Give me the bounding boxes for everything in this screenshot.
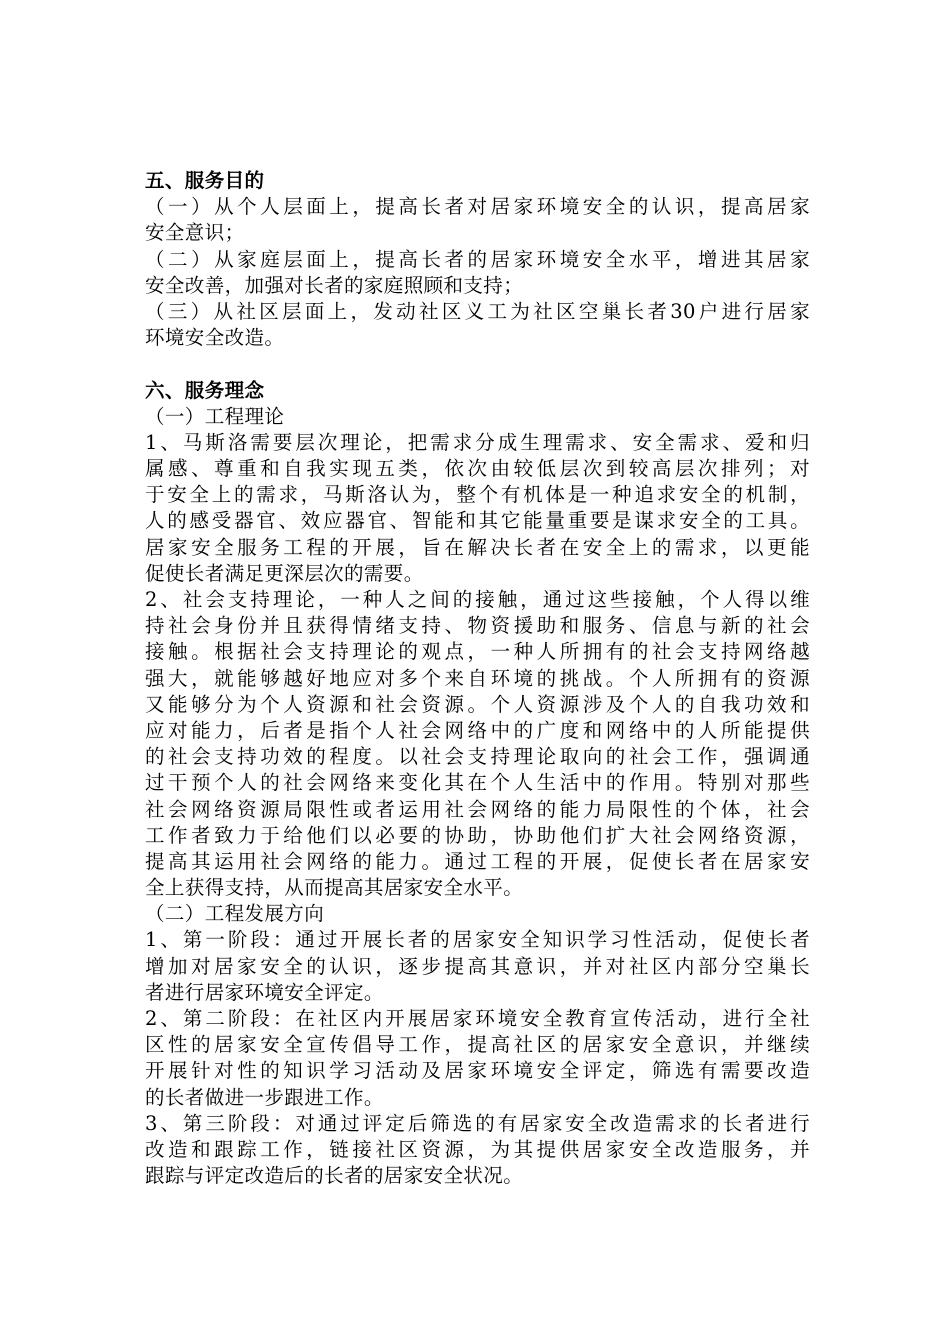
text-line: 持社会身份并且获得情绪支持、物资援助和服务、信息与新的社会 [145,614,810,638]
text-line: 2、第二阶段：在社区内开展居家环境安全教育宣传活动，进行全社 [145,1007,810,1030]
text-line: 的长者做进一步跟进工作。 [145,1085,384,1109]
text-line: 促使长者满足更深层次的需要。 [145,561,424,585]
text-line: 1、第一阶段：通过开展长者的居家安全知识学习性活动，促使长者 [145,928,810,952]
text-line: 工作者致力于给他们以必要的协助，协助他们扩大社会网络资源， [145,823,810,847]
text-line: 3、第三阶段：对通过评定后筛选的有居家安全改造需求的长者进行 [145,1111,810,1135]
text-line: 环境安全改造。 [145,326,285,350]
text-line: 增加对居家安全的认识，逐步提高其意识，并对社区内部分空巢长 [145,954,810,978]
text-line: 跟踪与评定改造后的长者的居家安全状况。 [145,1164,524,1188]
text-line: （一）从个人层面上，提高长者对居家环境安全的认识，提高居家 [145,195,810,219]
section-gap [145,351,810,377]
text-line: 人的感受器官、效应器官、智能和其它能量重要是谋求安全的工具。 [145,509,810,533]
section-5-body [145,194,810,351]
text-line: 安全改善，加强对长者的家庭照顾和支持； [145,273,524,297]
text-line: 属感、尊重和自我实现五类，依次由较低层次到较高层次排列；对 [145,457,810,481]
text-line: 过干预个人的社会网络来变化其在个人生活中的作用。特别对那些 [145,771,810,795]
text-line: 改造和跟踪工作，链接社区资源，为其提供居家安全改造服务，并 [145,1137,810,1161]
text-line: 提高其运用社会网络的能力。通过工程的开展，促使长者在居家安 [145,849,810,873]
text-line: 2、社会支持理论，一种人之间的接触，通过这些接触，个人得以维 [145,588,810,611]
text-line: 又能够分为个人资源和社会资源。个人资源涉及个人的自我功效和 [145,692,810,716]
text-line: 开展针对性的知识学习活动及居家环境安全评定，筛选有需要改造 [145,1059,810,1083]
text-line: 强大，就能够越好地应对多个来自环境的挑战。个人所拥有的资源 [145,666,810,690]
text-line: 者进行居家环境安全评定。 [145,980,384,1004]
text-line: （三）从社区层面上，发动社区义工为社区空巢长者30户进行居家 [145,299,810,323]
text-line: 接触。根据社会支持理论的观点，一种人所拥有的社会支持网络越 [145,640,810,664]
text-line: （二）从家庭层面上，提高长者的居家环境安全水平，增进其居家 [145,247,810,271]
text-line: 区性的居家安全宣传倡导工作，提高社区的居家安全意识，并继续 [145,1033,810,1057]
text-line: 1、马斯洛需要层次理论，把需求分成生理需求、安全需求、爱和归 [145,430,810,454]
section-5-heading: 五、服务目的 [145,169,265,192]
text-line: （一）工程理论 [145,404,285,428]
text-line: 全上获得支持，从而提高其居家安全水平。 [145,876,524,900]
text-line: 居家安全服务工程的开展，旨在解决长者在安全上的需求，以更能 [145,535,810,559]
text-line: 社会网络资源局限性或者运用社会网络的能力局限性的个体，社会 [145,797,810,821]
text-line: 安全意识； [145,221,245,245]
document-page [145,168,810,1189]
section-6-heading: 六、服务理念 [145,378,265,402]
text-line: 的社会支持功效的程度。以社会支持理论取向的社会工作，强调通 [145,745,810,769]
text-line: 应对能力，后者是指个人社会网络中的广度和网络中的人所能提供 [145,718,810,742]
text-line: （二）工程发展方向 [145,902,325,926]
section-6-body [145,404,810,1190]
text-line: 于安全上的需求，马斯洛认为，整个有机体是一种追求安全的机制， [145,483,810,507]
